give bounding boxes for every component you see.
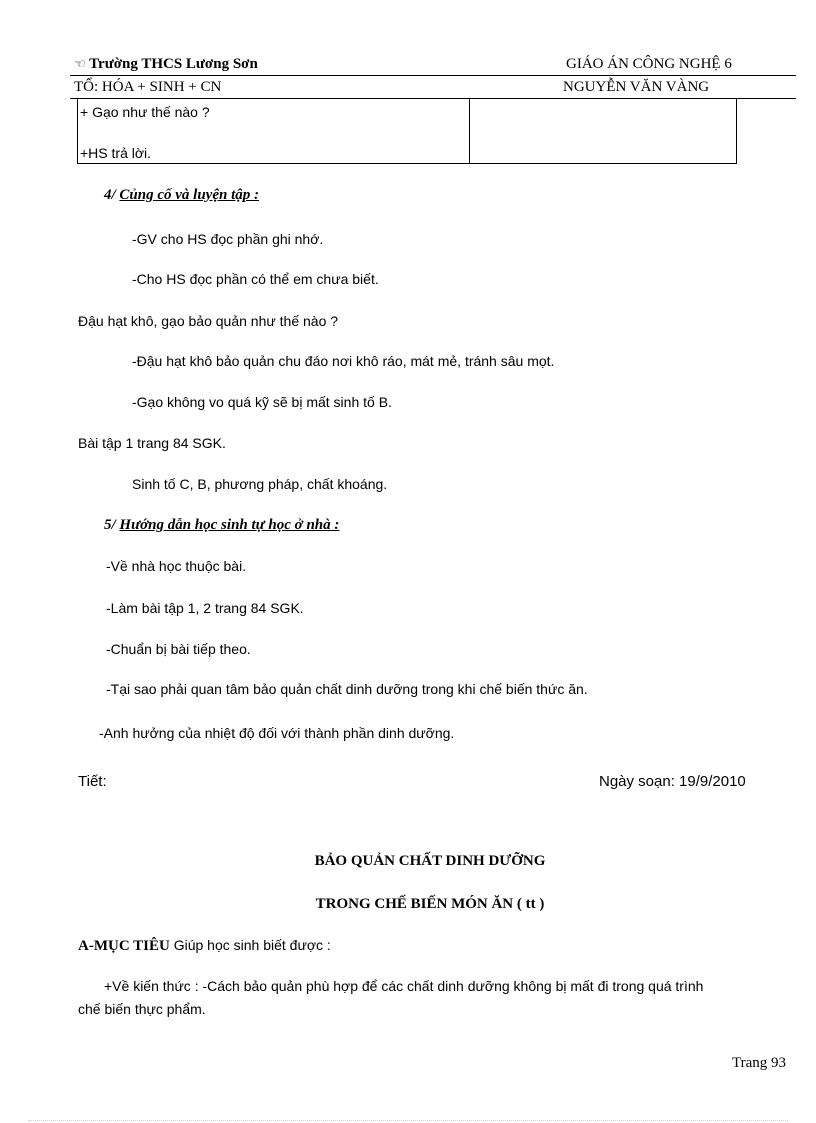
- table-row: +HS trả lời.: [80, 145, 152, 161]
- objective-label: A-MỤC TIÊU: [78, 938, 170, 954]
- objective-line: [78, 937, 331, 955]
- section5-heading: [104, 517, 339, 534]
- list-item: Sinh tố C, B, phương pháp, chất khoáng.: [132, 476, 388, 492]
- teacher-name: NGUYỄN VĂN VÀNG: [563, 79, 710, 95]
- list-item: -Anh hưởng của nhiệt độ đối với thành phần dinh dưỡng.: [99, 725, 455, 741]
- page-bottom-rule: [28, 1120, 788, 1121]
- subject-title: GIÁO ÁN CÔNG NGHỆ 6: [566, 56, 732, 72]
- list-item: -Cho HS đọc phần có thể em chưa biết.: [132, 271, 379, 287]
- section4-heading: [104, 187, 259, 204]
- list-item: -GV cho HS đọc phần ghi nhớ.: [132, 231, 324, 247]
- list-item: -Đậu hạt khô bảo quản chu đáo nơi khô ráo, mát mẻ, tránh sâu mọt.: [132, 353, 555, 369]
- list-item: -Gạo không vo quá kỹ sẽ bị mất sinh tố B.: [132, 394, 392, 410]
- list-item: Đậu hạt khô, gạo bảo quản như thế nào ?: [78, 313, 339, 329]
- hand-pointer-icon: ☜: [74, 56, 86, 71]
- section4-title: Củng cố và luyện tập :: [119, 187, 260, 203]
- school-name-text: Trường THCS Lương Sơn: [89, 56, 258, 72]
- list-item: -Chuẩn bị bài tiếp theo.: [106, 641, 251, 657]
- school-name: [74, 56, 258, 73]
- knowledge-line-1: +Về kiến thức : -Cách bảo quản phù hợp để các chất dinh dưỡng không bị mất đi trong quá trình: [104, 978, 704, 994]
- list-item: -Về nhà học thuộc bài.: [106, 558, 247, 574]
- lesson-title-line1: BẢO QUẢN CHẤT DINH DƯỠNG: [314, 853, 546, 869]
- list-item: -Tại sao phải quan tâm bảo quản chất dinh dưỡng trong khi chế biến thức ăn.: [106, 681, 588, 697]
- department: TỔ: HÓA + SINH + CN: [74, 79, 222, 95]
- section5-title: Hướng dẫn học sinh tự học ở nhà :: [119, 517, 340, 533]
- objective-text: Giúp học sinh biết được :: [169, 937, 331, 953]
- header-rule-top: [70, 75, 796, 76]
- knowledge-line-2: chế biến thực phẩm.: [78, 1001, 206, 1017]
- date-prepared: Ngày soạn: 19/9/2010: [599, 773, 746, 790]
- table-right-cell: [469, 98, 737, 164]
- period-label: Tiết:: [78, 773, 107, 790]
- section4-number: 4/: [104, 187, 116, 203]
- lesson-title-line2: TRONG CHẾ BIẾN MÓN ĂN ( tt ): [315, 896, 545, 912]
- list-item: Bài tập 1 trang 84 SGK.: [78, 435, 226, 451]
- list-item: -Làm bài tập 1, 2 trang 84 SGK.: [106, 600, 304, 616]
- table-row: + Gạo như thế nào ?: [80, 104, 210, 120]
- page-number: Trang 93: [732, 1055, 787, 1071]
- section5-number: 5/: [104, 517, 116, 533]
